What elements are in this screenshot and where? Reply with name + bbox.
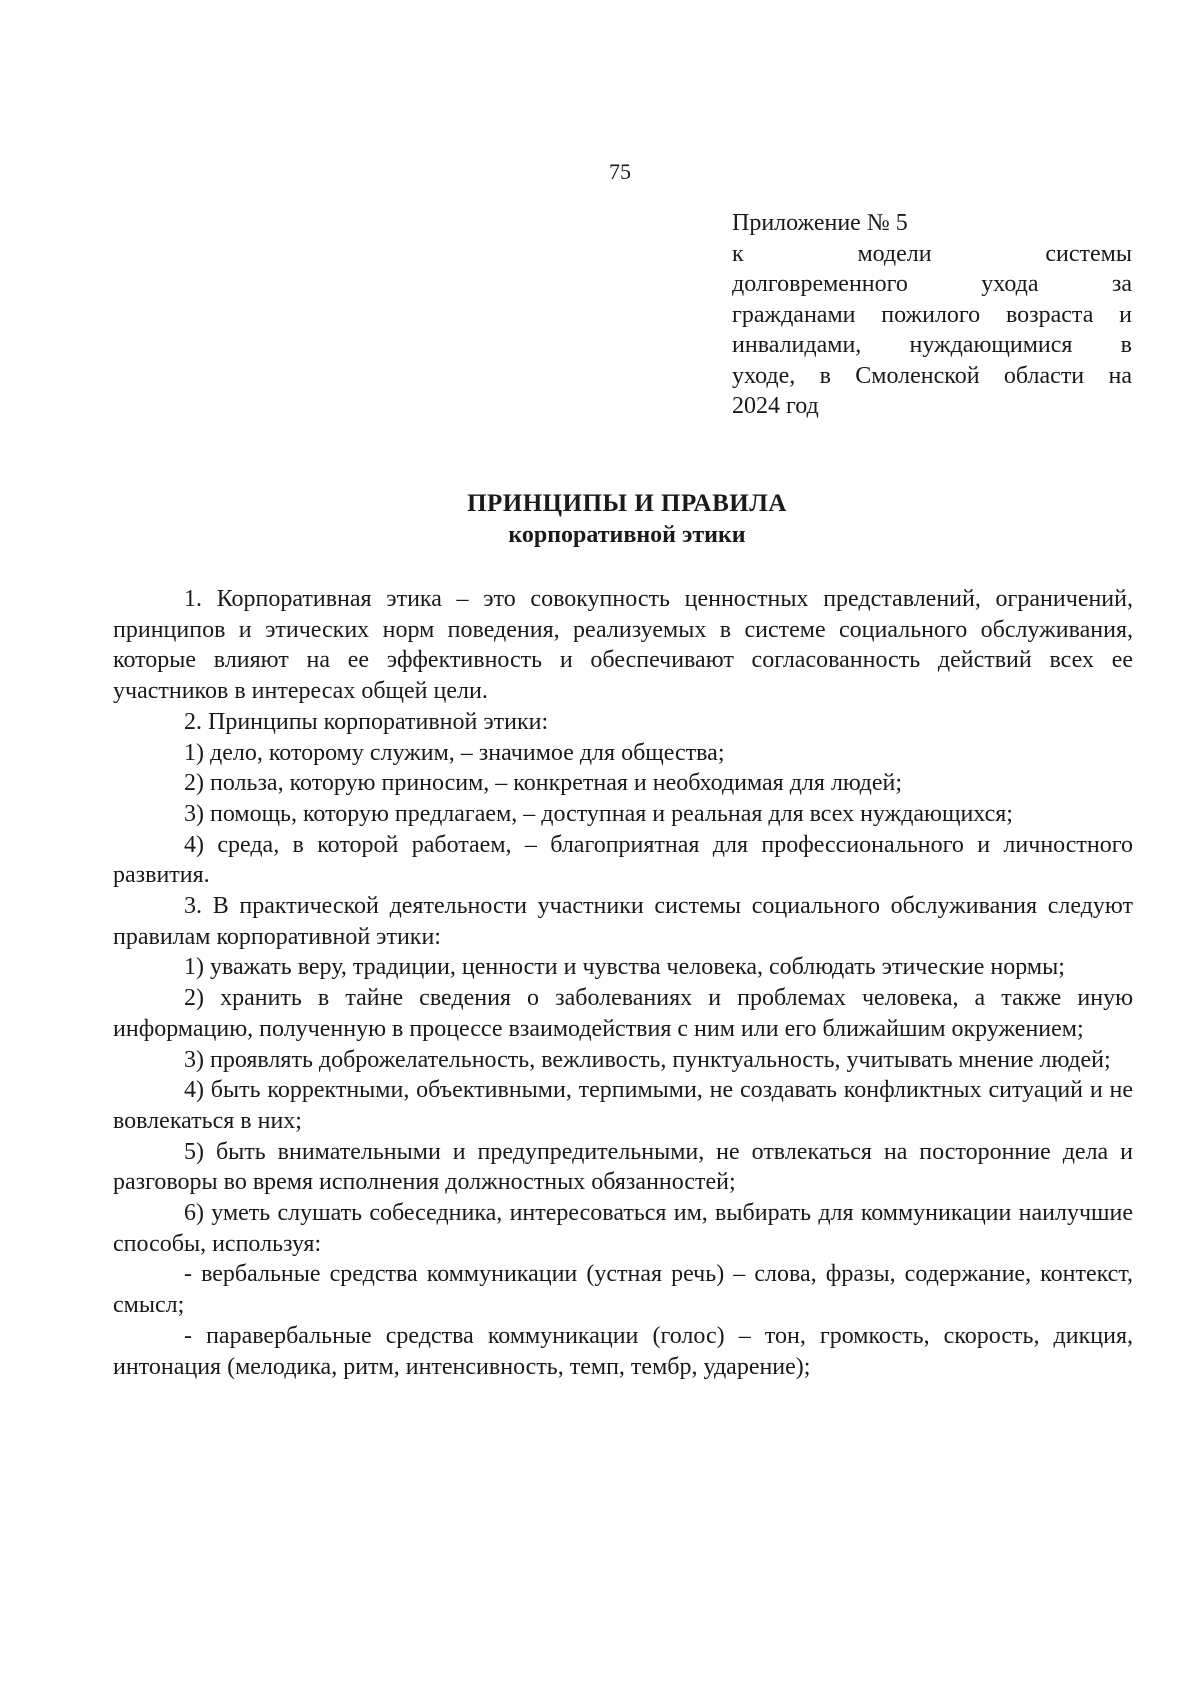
paragraph: - вербальные средства коммуникации (устная речь) – слова, фразы, содержание, контекст, смысл; <box>113 1261 1133 1319</box>
appendix-line <box>732 239 1132 270</box>
paragraph: 3) помощь, которую предлагаем, – доступная и реальная для всех нуждающихся; <box>184 800 1013 827</box>
appendix-line: уходе, в Смоленской области на <box>732 362 1132 389</box>
appendix-word: к <box>732 240 744 267</box>
appendix-line: гражданами пожилого возраста и <box>732 301 1132 328</box>
appendix-line <box>732 269 1132 300</box>
appendix-word: долговременного <box>732 271 908 297</box>
paragraph: 2) хранить в тайне сведения о заболеваниях и проблемах человека, а также иную информацию, полученную в процессе взаимодействия с ним или его ближайшим окружением; <box>113 985 1133 1042</box>
document-body <box>113 584 1133 1382</box>
appendix-line <box>732 330 1132 361</box>
appendix-word: модели <box>857 240 932 267</box>
paragraph: 4) быть корректными, объективными, терпимыми, не создавать конфликтных ситуаций и не вовлекаться в них; <box>113 1077 1133 1134</box>
title-sub: корпоративной этики <box>508 522 746 548</box>
appendix-word: в <box>1120 332 1132 358</box>
appendix-number: Приложение № 5 <box>732 210 908 236</box>
appendix-word: инвалидами, <box>732 332 862 358</box>
appendix-header <box>732 208 1132 422</box>
paragraph: 1) уважать веру, традиции, ценности и чувства человека, соблюдать этические нормы; <box>184 954 1065 981</box>
paragraph: 5) быть внимательными и предупредительными, не отвлекаться на посторонние дела и разговоры во время исполнения должностных обязанностей; <box>113 1138 1133 1196</box>
title-main: ПРИНЦИПЫ И ПРАВИЛА <box>467 490 787 517</box>
appendix-word: за <box>1111 271 1132 297</box>
paragraph: 1) дело, которому служим, – значимое для общества; <box>184 739 725 766</box>
paragraph: 2) польза, которую приносим, – конкретная и необходимая для людей; <box>184 770 903 797</box>
paragraph: 6) уметь слушать собеседника, интересоваться им, выбирать для коммуникации наилучшие способы, используя: <box>113 1200 1133 1257</box>
paragraph: 3) проявлять доброжелательность, вежливость, пунктуальность, учитывать мнение людей; <box>184 1046 1111 1073</box>
paragraph: 4) среда, в которой работаем, – благоприятная для профессионального и личностного развития. <box>113 831 1133 889</box>
appendix-word: нуждающимися <box>909 332 1073 358</box>
document-title <box>0 488 1200 550</box>
page-number: 75 <box>609 159 631 184</box>
paragraph: 1. Корпоративная этика – это совокупность ценностных представлений, ограничений, принципов и этических норм поведения, реализуемых в системе социального обслуживания, которые влияют на ее эффективность и обеспечивают согласованность действий всех ее участников в интересах общей цели. <box>113 586 1133 705</box>
paragraph: 3. В практической деятельности участники системы социального обслуживания следуют правилам корпоративной этики: <box>113 893 1133 950</box>
appendix-year: 2024 год <box>732 393 819 419</box>
appendix-word: ухода <box>981 271 1039 297</box>
paragraph: - паравербальные средства коммуникации (голос) – тон, громкость, скорость, дикция, интонация (мелодика, ритм, интенсивность, темп, тембр, ударение); <box>113 1322 1133 1380</box>
appendix-word: системы <box>1045 240 1132 267</box>
paragraph: 2. Принципы корпоративной этики: <box>184 708 549 735</box>
